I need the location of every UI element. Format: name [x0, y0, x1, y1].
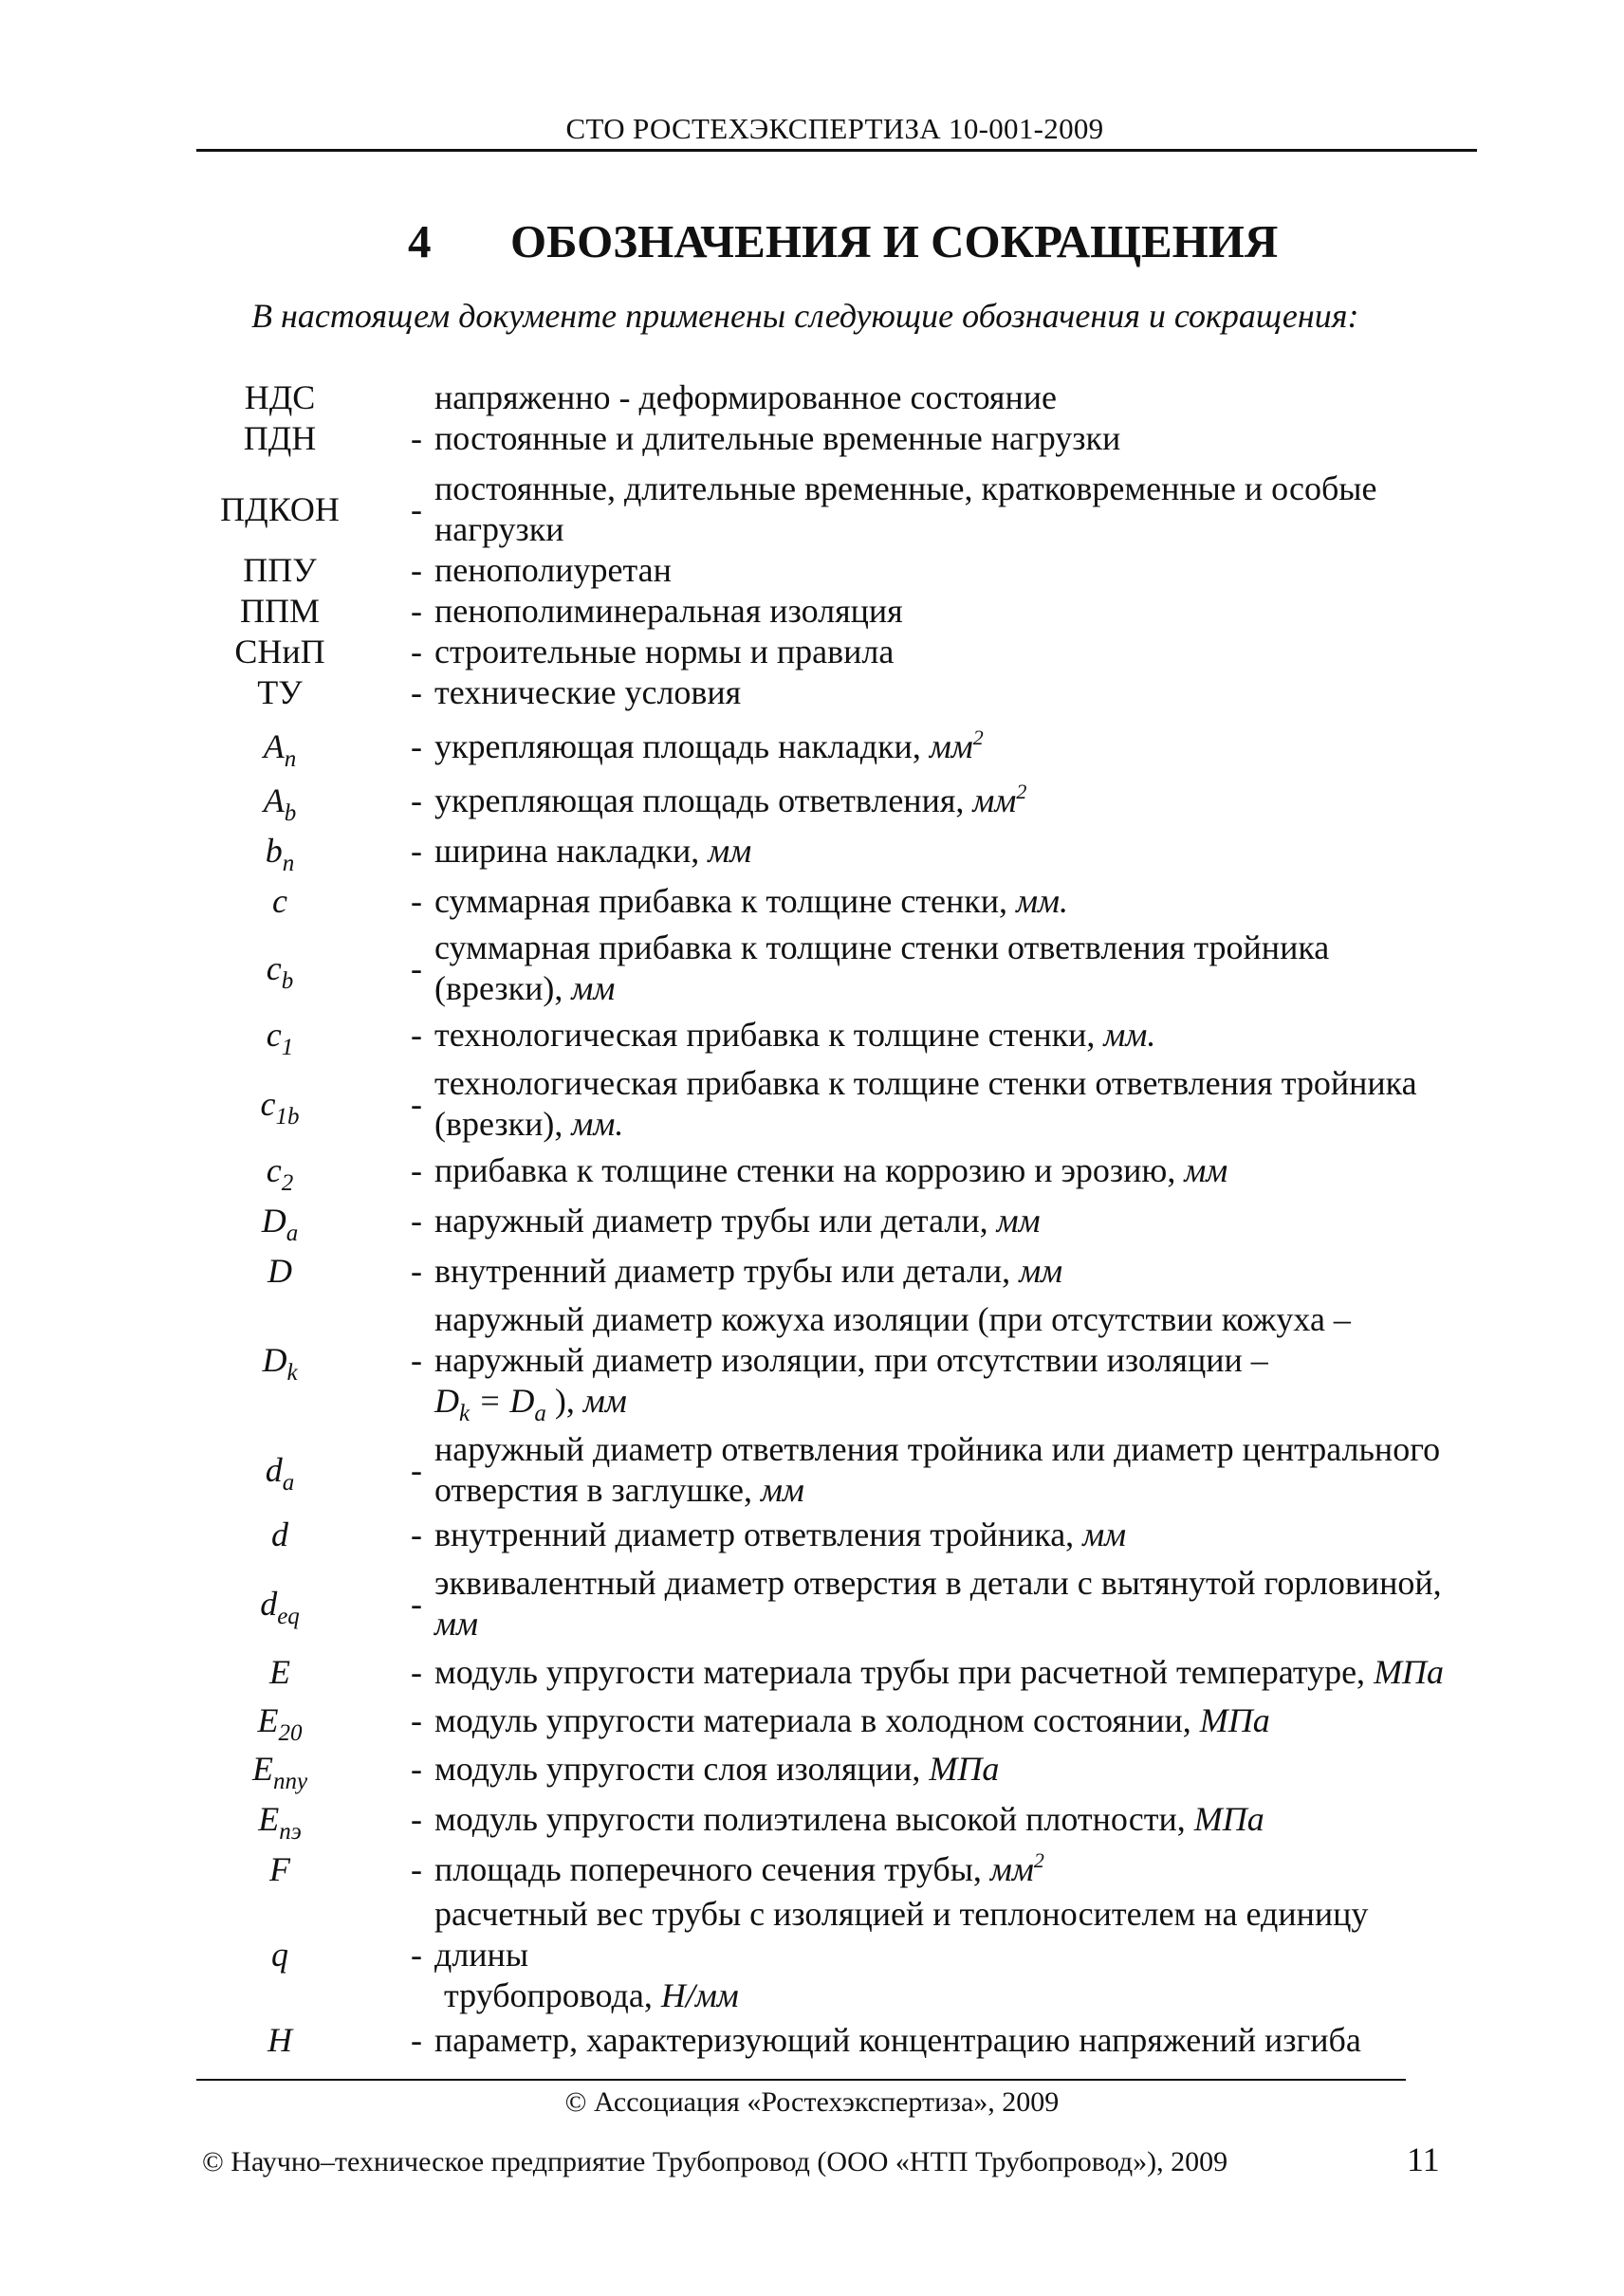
definition-symbol [190, 831, 398, 876]
definition-dash: - [411, 1653, 422, 1691]
definition-dash: - [411, 551, 422, 589]
symbol-base: ПДН [243, 419, 317, 457]
definition-text [434, 2020, 1461, 2061]
symbol-base: E [269, 1653, 290, 1691]
definition-row [190, 928, 1461, 1009]
definition-row [190, 1563, 1461, 1644]
definition-symbol [190, 489, 398, 530]
definition-text [434, 1563, 1461, 1644]
symbol-subscript: 2 [281, 1170, 294, 1196]
definition-unit: мм. [1016, 882, 1069, 920]
definition-text [434, 1515, 1461, 1555]
definition-unit: мм [434, 1605, 478, 1643]
symbol-subscript: a [286, 1221, 299, 1246]
symbol-base: E [257, 1701, 279, 1739]
publisher-copyright: © Научно–техническое предприятие Трубопровод (ООО «НТП Трубопровод»), 2009 [202, 2146, 1228, 2177]
definition-symbol [190, 591, 398, 632]
definition-unit: Н/мм [660, 1976, 739, 2014]
definition-description: расчетный вес трубы с изоляцией и теплоносителем на единицу длины [434, 1895, 1369, 1974]
definition-dash: - [411, 727, 422, 765]
definition-symbol [190, 1749, 398, 1794]
header-rule [196, 149, 1477, 152]
definition-row [190, 881, 1461, 922]
definition-description: технические условия [434, 673, 742, 711]
definition-description: внутренний диаметр трубы или детали, [434, 1252, 1011, 1290]
definition-unit: мм [760, 1471, 804, 1509]
definition-dash: - [411, 1584, 422, 1623]
symbol-base: E [251, 1750, 273, 1788]
definition-description: модуль упругости слоя изоляции, [434, 1750, 921, 1788]
definition-dash: - [411, 1701, 422, 1739]
symbol-base: D [261, 1202, 286, 1240]
symbol-base: НДС [244, 378, 316, 416]
definition-row [190, 1515, 1461, 1555]
definition-row [190, 1015, 1461, 1060]
definition-symbol [190, 1084, 398, 1130]
definition-description: внутренний диаметр ответвления тройника, [434, 1515, 1075, 1553]
definition-row [190, 1251, 1461, 1292]
symbol-subscript: b [284, 800, 297, 826]
definition-symbol [190, 2020, 398, 2061]
definition-dash: - [411, 1084, 422, 1123]
definition-row [190, 1894, 1461, 2016]
definition-symbol [190, 1700, 398, 1746]
symbol-subscript: k [286, 1360, 298, 1386]
symbol-base: d [271, 1515, 288, 1553]
definition-symbol [190, 1515, 398, 1555]
definition-unit: МПа [929, 1750, 1000, 1788]
definition-dash: - [411, 419, 422, 457]
definition-text [434, 1201, 1461, 1241]
definition-row [190, 1429, 1461, 1511]
symbol-base: d [260, 1584, 278, 1623]
definition-row [190, 418, 1461, 459]
symbol-base: c [266, 1016, 282, 1054]
definitions-list [190, 377, 1461, 2061]
symbol-base: A [263, 727, 285, 765]
definition-row [190, 1150, 1461, 1196]
symbol-base: d [265, 1450, 283, 1489]
definition-symbol [190, 881, 398, 922]
definition-row [190, 672, 1461, 713]
symbol-base: A [263, 781, 285, 819]
definition-text [434, 1150, 1461, 1191]
definition-text [434, 1799, 1461, 1840]
definition-row [190, 377, 1461, 418]
symbol-subscript: n [284, 746, 297, 772]
definition-text [434, 1749, 1461, 1790]
definition-symbol [190, 1150, 398, 1196]
definition-dash: - [411, 1450, 422, 1489]
definition-unit: мм. [1103, 1016, 1156, 1054]
definition-symbol [190, 1251, 398, 1292]
formula-tail: ), [545, 1382, 575, 1420]
definition-description: эквивалентный диаметр отверстия в детали с вытянутой горловиной, [434, 1564, 1442, 1602]
association-copyright: © Ассоциация «Ростехэкспертиза», 2009 [564, 2086, 1060, 2118]
formula-subscript: k [459, 1401, 471, 1426]
section-title [408, 214, 1278, 268]
definition-description: укрепляющая площадь накладки, [434, 727, 921, 765]
definition-description: пенополиминеральная изоляция [434, 592, 903, 630]
definition-text [434, 591, 1461, 632]
definition-unit: МПа [1199, 1701, 1270, 1739]
symbol-base: c [272, 882, 287, 920]
definition-unit: мм [571, 969, 616, 1007]
formula-eq: = D [470, 1382, 535, 1420]
unit-superscript: 2 [1016, 780, 1027, 803]
symbol-base: D [268, 1252, 292, 1290]
definition-description: напряженно - деформированное состояние [434, 378, 1057, 416]
symbol-base: D [262, 1341, 287, 1379]
definition-description: укрепляющая площадь ответвления, [434, 781, 965, 819]
definition-text [434, 468, 1461, 550]
definition-unit: мм [1082, 1515, 1127, 1553]
definition-row [190, 468, 1461, 550]
definition-text [434, 1299, 1461, 1426]
symbol-subscript: a [282, 1469, 295, 1496]
definition-symbol [190, 418, 398, 459]
definition-dash: - [411, 673, 422, 711]
definition-symbol [190, 1015, 398, 1060]
definition-text [434, 781, 1461, 821]
definition-symbol [190, 726, 398, 772]
unit-superscript: 2 [1033, 1848, 1044, 1872]
definition-dash: - [411, 1151, 422, 1189]
symbol-base: c [260, 1084, 276, 1123]
definition-text [434, 1015, 1461, 1056]
definition-formula [434, 1382, 575, 1426]
definition-symbol [190, 632, 398, 672]
definition-symbol [190, 550, 398, 591]
footer-rule [196, 2079, 1406, 2081]
definition-row [190, 1299, 1461, 1426]
definition-symbol [190, 1450, 398, 1496]
symbol-base: ТУ [257, 673, 303, 711]
definition-row [190, 591, 1461, 632]
definition-row [190, 2020, 1461, 2061]
definition-dash: - [411, 1850, 422, 1888]
section-intro: В настоящем документе применены следующие обозначения и сокращения: [251, 297, 1359, 335]
definition-text [434, 418, 1461, 459]
definition-unit: МПа [1374, 1653, 1445, 1691]
definition-description: наружный диаметр кожуха изоляции (при отсутствии кожуха – наружный диаметр изоляции, при отсутствии изоляции – [434, 1300, 1351, 1379]
definition-dash: - [411, 832, 422, 870]
symbol-base: E [258, 1800, 280, 1838]
definition-symbol [190, 377, 398, 418]
definition-row [190, 1749, 1461, 1794]
definition-text [434, 1063, 1461, 1145]
definition-symbol [190, 1584, 398, 1629]
definition-unit: мм [972, 781, 1017, 819]
definition-dash: - [411, 882, 422, 920]
definition-description: модуль упругости материала трубы при расчетной температуре, [434, 1653, 1366, 1691]
symbol-subscript: nэ [279, 1819, 302, 1845]
definition-row [190, 1700, 1461, 1746]
definition-row [190, 632, 1461, 672]
definition-text [434, 377, 1461, 418]
definition-unit: мм [1019, 1252, 1063, 1290]
definition-description: прибавка к толщине стенки на коррозию и эрозию, [434, 1151, 1176, 1189]
definition-dash: - [411, 1252, 422, 1290]
definition-dash: - [411, 592, 422, 630]
section-number: 4 [408, 215, 432, 267]
definition-dash: - [411, 1202, 422, 1240]
definition-description: параметр, характеризующий концентрацию напряжений изгиба [434, 2021, 1361, 2059]
definition-row [190, 1201, 1461, 1246]
symbol-base: СНиП [234, 633, 325, 670]
definition-description: наружный диаметр трубы или детали, [434, 1202, 988, 1240]
section-title-text: ОБОЗНАЧЕНИЯ И СОКРАЩЕНИЯ [510, 215, 1279, 267]
definition-unit: мм [996, 1202, 1041, 1240]
definition-description-cont: трубопровода, [444, 1976, 653, 2014]
definition-text [434, 632, 1461, 672]
definition-dash: - [411, 1341, 422, 1379]
definition-dash: - [411, 633, 422, 670]
symbol-base: c [266, 1151, 282, 1189]
definition-description: наружный диаметр ответвления тройника или диаметр центрального отверстия в заглушке, [434, 1430, 1441, 1509]
definition-unit: МПа [1193, 1800, 1264, 1838]
definition-text [434, 1652, 1461, 1693]
definition-description: строительные нормы и правила [434, 633, 895, 670]
definition-dash: - [411, 1936, 422, 1974]
definition-text [434, 726, 1461, 767]
definition-description: площадь поперечного сечения трубы, [434, 1850, 982, 1888]
symbol-subscript: nny [272, 1769, 308, 1794]
unit-superscript: 2 [972, 726, 984, 749]
definition-text [434, 1429, 1461, 1511]
definition-dash: - [411, 948, 422, 987]
definition-text [434, 1251, 1461, 1292]
definition-text [434, 881, 1461, 922]
definition-row [190, 550, 1461, 591]
definition-symbol [190, 672, 398, 713]
symbol-base: ППМ [239, 592, 320, 630]
page-number: 11 [1407, 2140, 1440, 2178]
symbol-subscript: b [281, 967, 294, 994]
symbol-subscript: n [282, 851, 295, 876]
definition-row [190, 1849, 1461, 1890]
definition-unit: мм. [571, 1105, 624, 1143]
definition-dash: - [411, 2021, 422, 2059]
definition-description: постоянные и длительные временные нагрузки [434, 419, 1121, 457]
definition-symbol [190, 1849, 398, 1890]
definition-symbol [190, 1201, 398, 1246]
definition-symbol [190, 1935, 398, 1975]
definition-unit: мм [708, 832, 752, 870]
definition-description: технологическая прибавка к толщине стенки, [434, 1016, 1096, 1054]
definition-description: суммарная прибавка к толщине стенки, [434, 882, 1008, 920]
symbol-base: ПДКОН [220, 489, 340, 528]
definition-text [434, 1849, 1461, 1890]
definition-row [190, 726, 1461, 772]
definition-unit: мм [1184, 1151, 1228, 1189]
definition-dash: - [411, 781, 422, 819]
definition-symbol [190, 1652, 398, 1693]
definition-row [190, 1063, 1461, 1145]
definition-dash: - [411, 1750, 422, 1788]
definition-symbol [190, 1799, 398, 1845]
definition-dash: - [411, 489, 422, 528]
definition-text [434, 672, 1461, 713]
definition-dash: - [411, 1016, 422, 1054]
definition-description: пенополиуретан [434, 551, 672, 589]
symbol-subscript: 1 [281, 1035, 294, 1060]
symbol-base: c [266, 948, 282, 987]
definition-text [434, 831, 1461, 872]
definition-row [190, 1652, 1461, 1693]
definition-row [190, 831, 1461, 876]
symbol-subscript: 1b [275, 1103, 300, 1130]
definition-text [434, 1700, 1461, 1741]
definition-symbol [190, 1340, 398, 1386]
definition-symbol [190, 781, 398, 826]
symbol-subscript: eq [277, 1603, 300, 1629]
formula-subscript: a [534, 1401, 546, 1426]
definition-description: суммарная прибавка к толщине стенки ответвления тройника (врезки), [434, 928, 1330, 1007]
definition-dash: - [411, 1800, 422, 1838]
symbol-base: b [265, 832, 283, 870]
definition-unit: мм [929, 727, 973, 765]
definition-text [434, 1894, 1461, 2016]
symbol-base: ППУ [243, 551, 317, 589]
definition-description: ширина накладки, [434, 832, 700, 870]
symbol-base: F [269, 1850, 290, 1888]
definition-row [190, 1799, 1461, 1845]
definition-text [434, 550, 1461, 591]
definition-description: постоянные, длительные временные, кратковременные и особые нагрузки [434, 469, 1377, 548]
definition-dash: - [411, 1515, 422, 1553]
definition-text [434, 928, 1461, 1009]
definition-description: модуль упругости полиэтилена высокой плотности, [434, 1800, 1186, 1838]
definition-unit: мм [989, 1850, 1034, 1888]
formula-base: D [434, 1382, 459, 1420]
running-header: СТО РОСТЕХЭКСПЕРТИЗА 10-001-2009 [565, 112, 1104, 145]
definition-symbol [190, 948, 398, 994]
symbol-base: H [268, 2021, 292, 2059]
definition-unit: мм [582, 1382, 627, 1420]
definition-description: модуль упругости материала в холодном состоянии, [434, 1701, 1191, 1739]
symbol-subscript: 20 [278, 1720, 303, 1746]
definition-row [190, 780, 1461, 826]
definition-description: технологическая прибавка к толщине стенки ответвления тройника (врезки), [434, 1064, 1417, 1143]
symbol-base: q [271, 1936, 288, 1974]
